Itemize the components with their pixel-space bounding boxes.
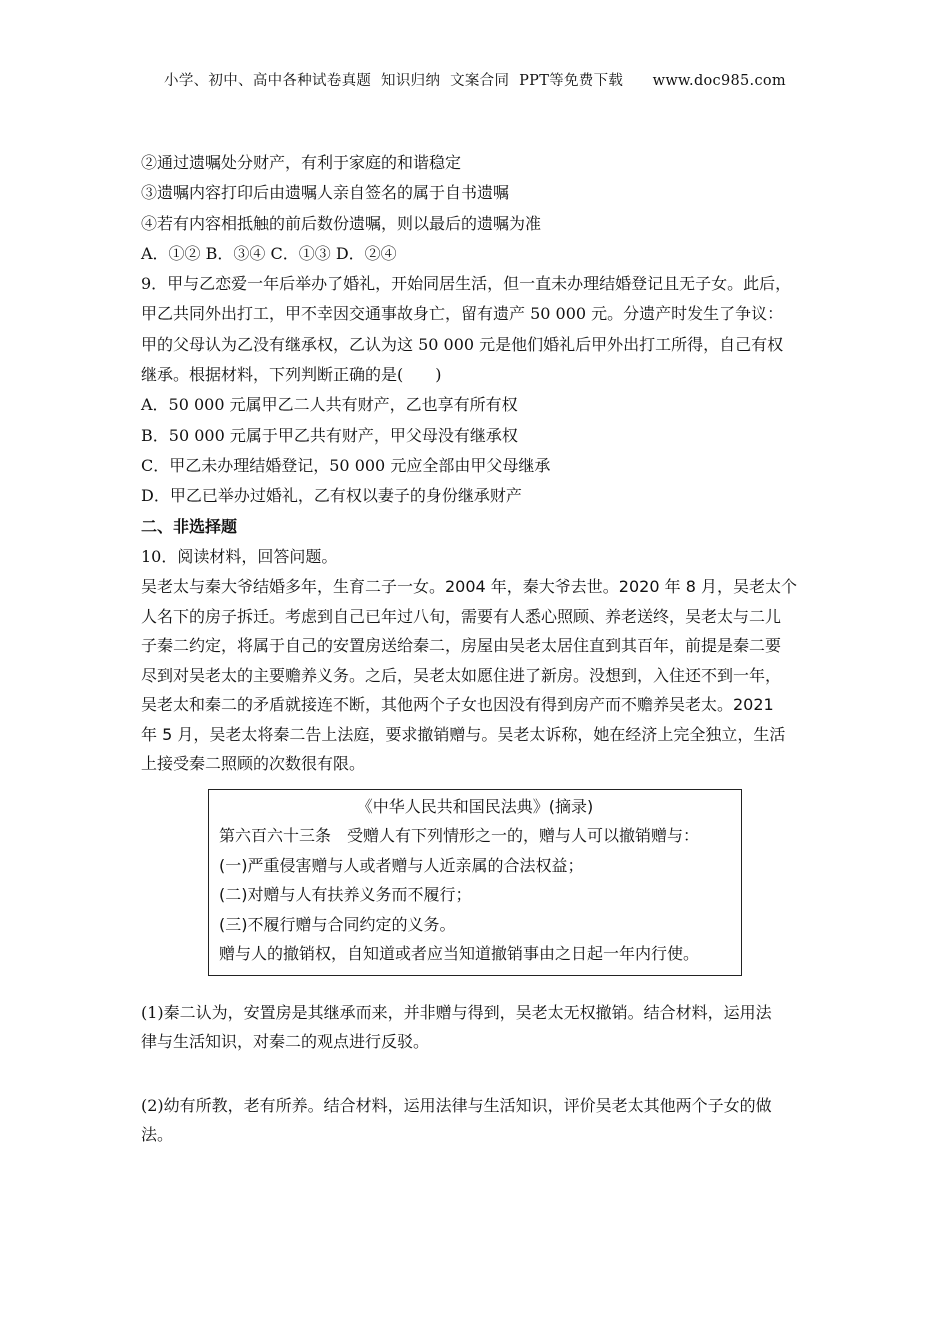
section-title: 二、非选择题 [141,516,238,536]
subquestion-line: 律与生活知识，对秦二的观点进行反驳。 [141,1032,430,1052]
law-article-line: (二)对赠与人有扶养义务而不履行； [219,885,472,905]
material-line: 子秦二约定，将属于自己的安置房送给秦二，房屋由吴老太居住直到其百年，前提是秦二要 [141,636,782,656]
q8-answer-choices: A．①② B．③④ C．①③ D．②④ [141,243,397,263]
q9-option-a: A．50 000 元属甲乙二人共有财产，乙也享有所有权 [141,395,518,415]
material-line: 上接受秦二照顾的次数很有限。 [141,754,366,774]
q8-statement-3: ③遗嘱内容打印后由遗嘱人亲自签名的属于自书遗嘱 [141,183,510,203]
subquestion-line: (1)秦二认为，安置房是其继承而来，并非赠与得到，吴老太无权撤销。结合材料，运用法 [141,1002,772,1022]
material-line: 吴老太和秦二的矛盾就接连不断，其他两个子女也因没有得到房产而不赡养吴老太。2021 [141,695,774,715]
q8-statement-2: ②通过遗嘱处分财产，有利于家庭的和谐稳定 [141,153,462,172]
question-10 [141,542,806,1150]
q10-subquestion-1 [141,998,806,1057]
law-article-line: (一)严重侵害赠与人或者赠与人近亲属的合法权益； [219,855,584,875]
q9-stem-line: 甲乙共同外出打工，甲不幸因交通事故身亡，留有遗产 50 000 元。分遗产时发生了争议： [141,304,784,324]
q10-material [141,572,806,779]
law-article-line: (三)不履行赠与合同约定的义务。 [219,914,456,934]
q9-stem-line: 甲的父母认为乙没有继承权，乙认为这 50 000 元是他们婚礼后甲外出打工所得，自己有权 [141,334,784,354]
q9-stem-line: 9．甲与乙恋爱一年后举办了婚礼，开始同居生活，但一直未办理结婚登记且无子女。此后， [141,274,792,294]
material-line: 尽到对吴老太的主要赡养义务。之后，吴老太如愿住进了新房。没想到，入住还不到一年， [141,665,782,685]
q9-option-c: C．甲乙未办理结婚登记，50 000 元应全部由甲父母继承 [141,455,551,475]
q8-statement-4: ④若有内容相抵触的前后数份遗嘱，则以最后的遗嘱为准 [141,213,542,233]
q9-option-b: B．50 000 元属于甲乙共有财产，甲父母没有继承权 [141,425,518,445]
q10-subquestion-2 [141,1091,806,1150]
material-line: 人名下的房子拆迁。考虑到自己已年过八旬，需要有人悉心照顾、养老送终，吴老太与二儿 [141,606,782,626]
subquestion-line: (2)幼有所教，老有所养。结合材料，运用法律与生活知识，评价吴老太其他两个子女的做 [141,1095,772,1115]
q9-option-d: D．甲乙已举办过婚礼，乙有权以妻子的身份继承财产 [141,486,522,506]
material-line: 吴老太与秦大爷结婚多年，生育二子一女。2004 年，秦大爷去世。2020 年 8 月，吴老太个 [141,577,797,597]
civil-code-excerpt-box [208,789,742,976]
q9-stem-line: 继承。根据材料，下列判断正确的是( ) [141,365,442,385]
material-line: 年 5 月，吴老太将秦二告上法庭，要求撤销赠与。吴老太诉称，她在经济上完全独立，生活 [141,724,786,744]
q10-intro: 10．阅读材料，回答问题。 [141,546,338,566]
q8-options-block [141,148,806,269]
law-article-line: 第六百六十三条 受赠人有下列情形之一的，赠与人可以撤销赠与： [219,826,700,846]
page-header: 小学、初中、高中各种试卷真题 知识归纳 文案合同 PPT等免费下载 www.doc985.com [164,73,786,89]
question-9 [141,269,806,511]
law-box-title: 《中华人民共和国民法典》(摘录) [356,796,594,816]
subquestion-line: 法。 [141,1125,174,1145]
document-body [141,148,806,1150]
law-article-line: 赠与人的撤销权，自知道或者应当知道撤销事由之日起一年内行使。 [219,944,700,964]
